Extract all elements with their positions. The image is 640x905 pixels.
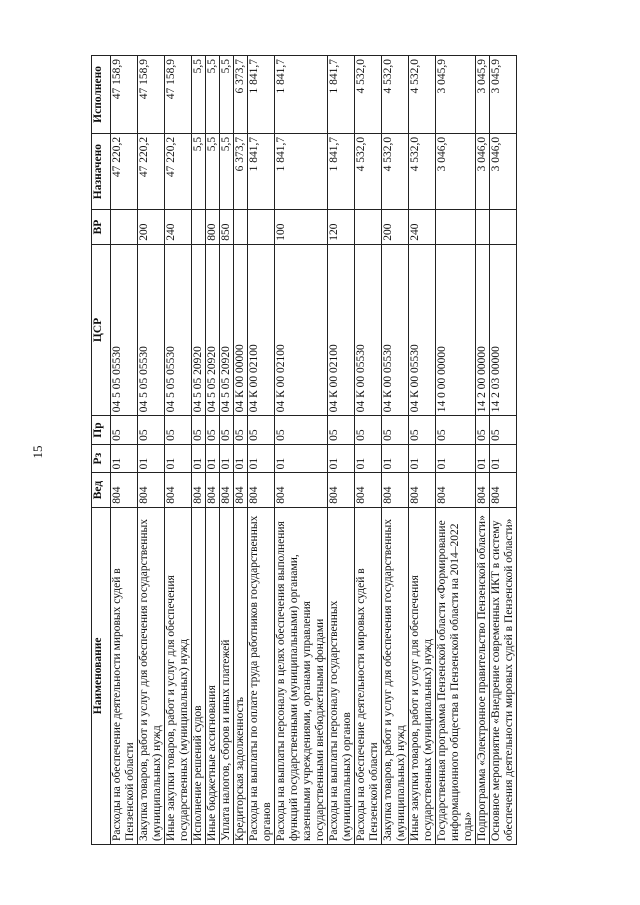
page-number: 15 [30, 445, 45, 459]
cell-naz: 4 532,0 [355, 133, 382, 210]
cell-isp: 4 532,0 [382, 56, 409, 134]
cell-vr [192, 210, 206, 244]
cell-name: Закупка товаров, работ и услуг для обеспечения государственных (муниципальных) нужд [138, 507, 165, 844]
cell-name: Иные закупки товаров, работ и услуг для обеспечения государственных (муниципальных) нужд [165, 507, 192, 844]
cell-vr: 240 [409, 210, 436, 244]
table-body [111, 56, 517, 845]
cell-ved: 804 [476, 473, 490, 507]
cell-rz: 01 [436, 444, 476, 473]
cell-pr: 05 [206, 416, 220, 445]
cell-naz: 3 046,0 [436, 133, 476, 210]
cell-csr: 04 К 00 02100 [328, 244, 355, 416]
cell-isp: 5,5 [192, 56, 206, 134]
table-row [355, 56, 382, 845]
cell-pr: 05 [234, 416, 248, 445]
cell-rz: 01 [220, 444, 234, 473]
cell-pr: 05 [192, 416, 206, 445]
cell-rz: 01 [382, 444, 409, 473]
cell-vr: 200 [382, 210, 409, 244]
cell-pr: 05 [248, 416, 275, 445]
cell-pr: 05 [138, 416, 165, 445]
header-name: Наименование [92, 507, 111, 844]
cell-csr: 04 К 00 02100 [275, 244, 328, 416]
header-ved: Вед [92, 473, 111, 507]
cell-rz: 01 [275, 444, 328, 473]
cell-rz: 01 [192, 444, 206, 473]
table-row [382, 56, 409, 845]
cell-rz: 01 [490, 444, 517, 473]
cell-vr: 200 [138, 210, 165, 244]
cell-vr [476, 210, 490, 244]
cell-rz: 01 [206, 444, 220, 473]
header-naznacheno: Назначено [92, 133, 111, 210]
cell-pr: 05 [382, 416, 409, 445]
cell-pr: 05 [490, 416, 517, 445]
cell-naz: 5,5 [192, 133, 206, 210]
cell-ved: 804 [192, 473, 206, 507]
cell-name: Уплата налогов, сборов и иных платежей [220, 507, 234, 844]
table-row [275, 56, 328, 845]
table-row [436, 56, 476, 845]
cell-name: Государственная программа Пензенской области «Формирование информационного общества в Пензенской области на 2014–2022 годы» [436, 507, 476, 844]
cell-naz: 6 373,7 [234, 133, 248, 210]
cell-isp: 5,5 [220, 56, 234, 134]
cell-isp: 5,5 [206, 56, 220, 134]
cell-isp: 1 841,7 [275, 56, 328, 134]
cell-csr: 04 5 05 05530 [111, 244, 138, 416]
cell-pr: 05 [220, 416, 234, 445]
cell-pr: 05 [355, 416, 382, 445]
cell-vr: 800 [206, 210, 220, 244]
cell-pr: 05 [275, 416, 328, 445]
table-row [409, 56, 436, 845]
cell-pr: 05 [476, 416, 490, 445]
cell-naz: 4 532,0 [409, 133, 436, 210]
cell-name: Исполнение решений судов [192, 507, 206, 844]
cell-rz: 01 [111, 444, 138, 473]
cell-name: Иные закупки товаров, работ и услуг для обеспечения государственных (муниципальных) нужд [409, 507, 436, 844]
cell-vr [436, 210, 476, 244]
table-row [192, 56, 206, 845]
cell-naz: 3 046,0 [490, 133, 517, 210]
cell-vr [111, 210, 138, 244]
cell-rz: 01 [138, 444, 165, 473]
table-row [248, 56, 275, 845]
header-csr: ЦСР [92, 244, 111, 416]
cell-isp: 47 158,9 [111, 56, 138, 134]
cell-csr: 14 0 00 00000 [436, 244, 476, 416]
cell-ved: 804 [275, 473, 328, 507]
cell-pr: 05 [111, 416, 138, 445]
table-row [206, 56, 220, 845]
cell-pr: 05 [436, 416, 476, 445]
cell-naz: 5,5 [220, 133, 234, 210]
cell-isp: 4 532,0 [409, 56, 436, 134]
cell-isp: 47 158,9 [138, 56, 165, 134]
cell-ved: 804 [138, 473, 165, 507]
cell-vr: 100 [275, 210, 328, 244]
cell-csr: 04 К 00 05530 [409, 244, 436, 416]
table-row [138, 56, 165, 845]
cell-vr: 850 [220, 210, 234, 244]
cell-naz: 1 841,7 [248, 133, 275, 210]
cell-csr: 04 5 05 20920 [192, 244, 206, 416]
cell-name: Подпрограмма «Электронное правительство Пензенской области» [476, 507, 490, 844]
header-vr: ВР [92, 210, 111, 244]
cell-naz: 47 220,2 [111, 133, 138, 210]
cell-name: Расходы на обеспечение деятельности мировых судей в Пензенской области [111, 507, 138, 844]
cell-ved: 804 [409, 473, 436, 507]
cell-isp: 6 373,7 [234, 56, 248, 134]
cell-ved: 804 [490, 473, 517, 507]
cell-name: Расходы на обеспечение деятельности мировых судей в Пензенской области [355, 507, 382, 844]
cell-isp: 1 841,7 [248, 56, 275, 134]
cell-vr [248, 210, 275, 244]
cell-csr: 04 5 05 20920 [220, 244, 234, 416]
cell-csr: 04 5 05 20920 [206, 244, 220, 416]
cell-rz: 01 [234, 444, 248, 473]
cell-naz: 1 841,7 [328, 133, 355, 210]
header-pr: Пр [92, 416, 111, 445]
cell-rz: 01 [248, 444, 275, 473]
cell-naz: 5,5 [206, 133, 220, 210]
table-header-row [92, 56, 111, 845]
cell-rz: 01 [355, 444, 382, 473]
cell-rz: 01 [476, 444, 490, 473]
cell-name: Закупка товаров, работ и услуг для обеспечения государственных (муниципальных) нужд [382, 507, 409, 844]
cell-vr: 240 [165, 210, 192, 244]
cell-isp: 3 045,9 [476, 56, 490, 134]
cell-naz: 47 220,2 [138, 133, 165, 210]
cell-ved: 804 [382, 473, 409, 507]
cell-name: Кредиторская задолженность [234, 507, 248, 844]
cell-naz: 47 220,2 [165, 133, 192, 210]
cell-name: Расходы на выплаты персоналу государственных (муниципальных) органов [328, 507, 355, 844]
cell-ved: 804 [234, 473, 248, 507]
cell-csr: 04 К 00 05530 [355, 244, 382, 416]
cell-csr: 04 5 05 05530 [138, 244, 165, 416]
cell-naz: 4 532,0 [382, 133, 409, 210]
header-ispolneno: Исполнено [92, 56, 111, 134]
cell-pr: 05 [409, 416, 436, 445]
cell-rz: 01 [165, 444, 192, 473]
cell-ved: 804 [328, 473, 355, 507]
table-row [111, 56, 138, 845]
cell-name: Иные бюджетные ассигнования [206, 507, 220, 844]
cell-ved: 804 [165, 473, 192, 507]
table-row [490, 56, 517, 845]
table-row [476, 56, 490, 845]
cell-ved: 804 [206, 473, 220, 507]
cell-ved: 804 [355, 473, 382, 507]
budget-table-wrapper [91, 55, 561, 845]
cell-csr: 04 К 00 05530 [382, 244, 409, 416]
table-row [165, 56, 192, 845]
cell-isp: 3 045,9 [490, 56, 517, 134]
cell-csr: 04 К 00 00000 [234, 244, 248, 416]
cell-rz: 01 [409, 444, 436, 473]
cell-rz: 01 [328, 444, 355, 473]
cell-naz: 1 841,7 [275, 133, 328, 210]
cell-ved: 804 [436, 473, 476, 507]
cell-csr: 14 2 00 00000 [476, 244, 490, 416]
cell-csr: 04 5 05 05530 [165, 244, 192, 416]
cell-vr: 120 [328, 210, 355, 244]
cell-pr: 05 [328, 416, 355, 445]
cell-isp: 47 158,9 [165, 56, 192, 134]
table-row [234, 56, 248, 845]
cell-name: Основное мероприятие «Внедрение современных ИКТ в систему обеспечения деятельности мировых судей в Пензенской области» [490, 507, 517, 844]
cell-naz: 3 046,0 [476, 133, 490, 210]
cell-csr: 04 К 00 02100 [248, 244, 275, 416]
budget-table [91, 55, 517, 845]
cell-isp: 3 045,9 [436, 56, 476, 134]
header-rz: Рз [92, 444, 111, 473]
table-row [328, 56, 355, 845]
cell-ved: 804 [111, 473, 138, 507]
cell-pr: 05 [165, 416, 192, 445]
cell-vr [234, 210, 248, 244]
cell-isp: 1 841,7 [328, 56, 355, 134]
cell-ved: 804 [248, 473, 275, 507]
cell-vr [355, 210, 382, 244]
cell-name: Расходы на выплаты персоналу в целях обеспечения выполнения функций государственными (муниципальными) органами, казенными учреждениями, органами управления государственными внебюджетными фондами [275, 507, 328, 844]
cell-vr [490, 210, 517, 244]
cell-name: Расходы на выплаты по оплате труда работников государственных органов [248, 507, 275, 844]
cell-csr: 14 2 03 00000 [490, 244, 517, 416]
cell-isp: 4 532,0 [355, 56, 382, 134]
table-row [220, 56, 234, 845]
cell-ved: 804 [220, 473, 234, 507]
